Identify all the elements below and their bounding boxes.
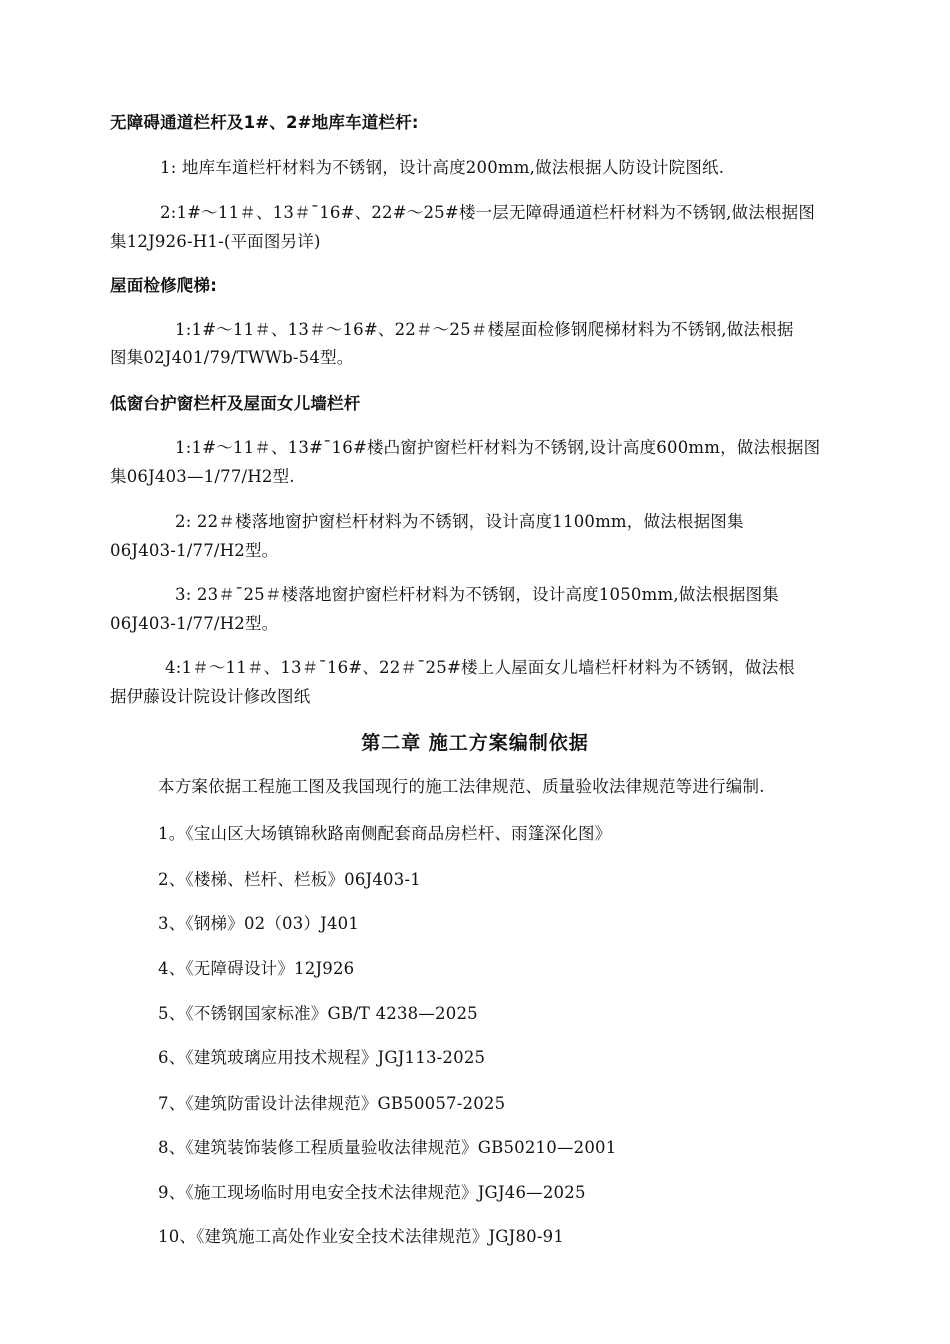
paragraph-line: 4:1＃～11＃、13＃¯16#、22＃¯25#楼上人屋面女儿墙栏杆材料为不锈钢，做法根 [165,658,795,677]
section-heading-ladder: 屋面检修爬梯: [110,276,217,295]
paragraph-line: 3: 23＃¯25＃楼落地窗护窗栏杆材料为不锈钢，设计高度1050mm,做法根据图集 [175,585,779,604]
reference-item: 9、《施工现场临时用电安全技术法律规范》JGJ46—2025 [158,1183,586,1202]
reference-item: 4、《无障碍设计》12J926 [158,959,355,978]
reference-item: 8、《建筑装饰装修工程质量验收法律规范》GB50210—2001 [158,1138,617,1157]
paragraph-line: 据伊藤设计院设计修改图纸 [110,687,311,706]
paragraph-line: 图集02J401/79/TWWb-54型。 [110,348,354,367]
paragraph-line: 06J403-1/77/H2型。 [110,541,279,560]
paragraph-line: 1:1#～11＃、13＃～16#、22＃～25＃楼屋面检修钢爬梯材料为不锈钢,做法根据 [175,320,794,339]
reference-item: 2、《楼梯、栏杆、栏板》06J403-1 [158,870,421,889]
paragraph-line: 06J403-1/77/H2型。 [110,614,279,633]
reference-item: 3、《钢梯》02（03）J401 [158,914,360,933]
section-heading-window-railings: 低窗台护窗栏杆及屋面女儿墙栏杆 [110,394,361,413]
section-heading-railings: 无障碍通道栏杆及1#、2#地库车道栏杆: [110,113,419,132]
paragraph-line: 2:1#～11＃、13＃¯16#、22#～25#楼一层无障碍通道栏杆材料为不锈钢,做法根据图 [160,203,816,222]
reference-item: 7、《建筑防雷设计法律规范》GB50057-2025 [158,1094,506,1113]
chapter-title: 第二章 施工方案编制依据 [361,732,589,754]
paragraph-line: 1: 地库车道栏杆材料为不锈钢，设计高度200mm,做法根据人防设计院图纸. [160,158,725,177]
paragraph-line: 1:1#～11＃、13#¯16#楼凸窗护窗栏杆材料为不锈钢,设计高度600mm，做法根据图 [175,438,821,457]
chapter-intro: 本方案依据工程施工图及我国现行的施工法律规范、质量验收法律规范等进行编制. [158,777,765,796]
reference-item: 5、《不锈钢国家标准》GB/T 4238—2025 [158,1004,478,1023]
paragraph-line: 集06J403—1/77/H2型. [110,467,295,486]
reference-item: 6、《建筑玻璃应用技术规程》JGJ113-2025 [158,1048,486,1067]
paragraph-line: 集12J926-H1-(平面图另详) [110,232,321,251]
paragraph-line: 2: 22＃楼落地窗护窗栏杆材料为不锈钢，设计高度1100mm，做法根据图集 [175,512,744,531]
reference-item: 1。《宝山区大场镇锦秋路南侧配套商品房栏杆、雨篷深化图》 [158,824,612,843]
reference-item: 10、《建筑施工高处作业安全技术法律规范》JGJ80-91 [158,1227,565,1246]
